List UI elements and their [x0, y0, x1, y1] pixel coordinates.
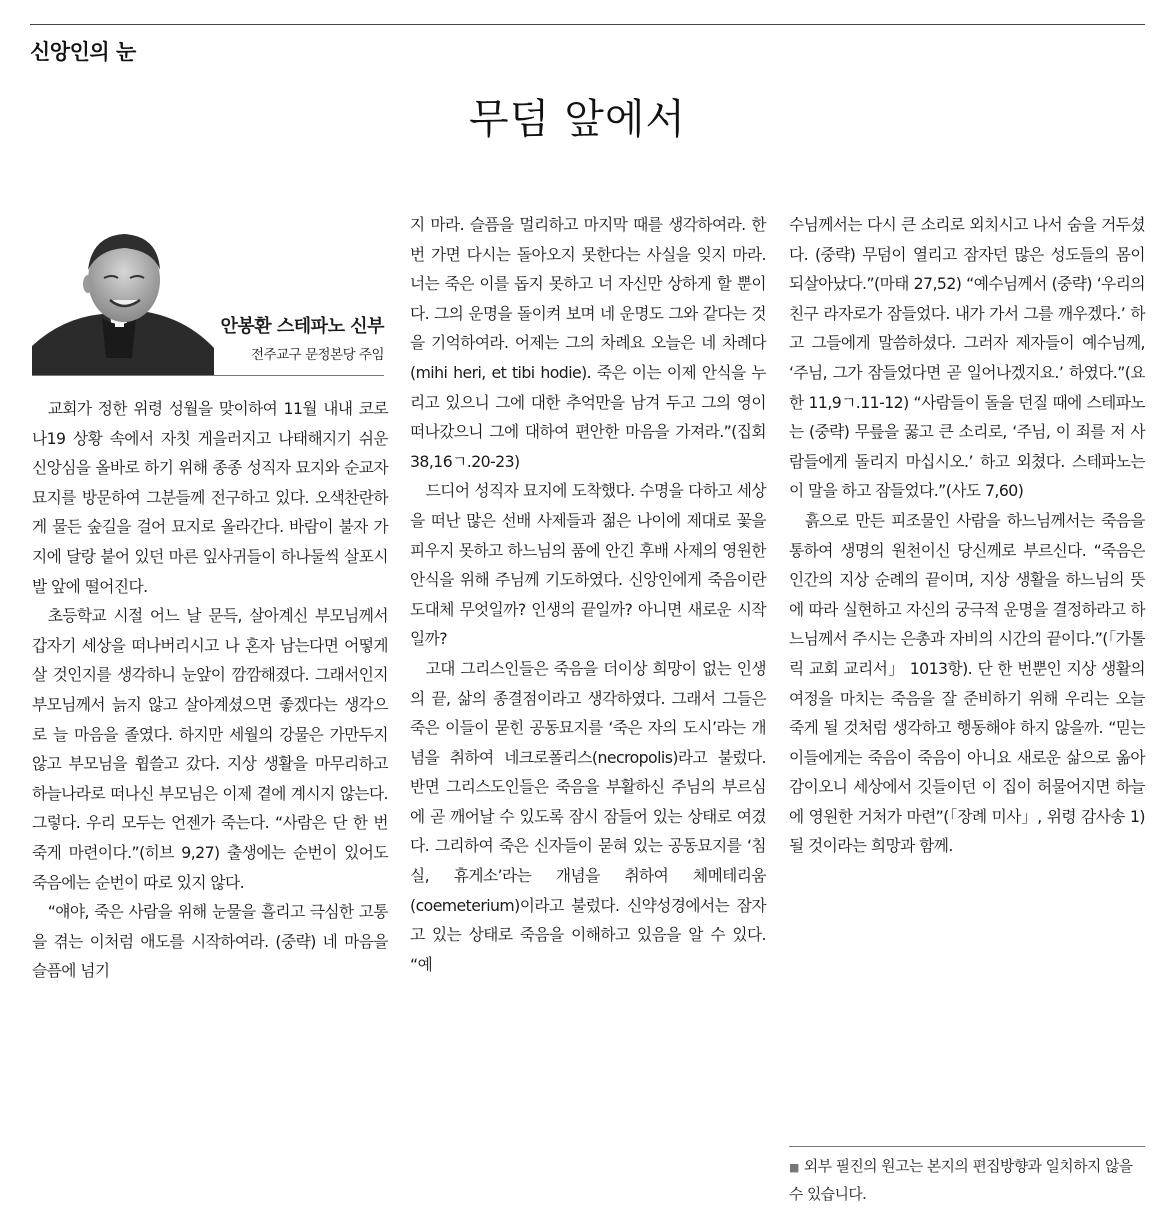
- paragraph: 지 마라. 슬픔을 멀리하고 마지막 때를 생각하여라. 한 번 가면 다시는 돌아오지 못한다는 사실을 잊지 마라. 너는 죽은 이를 돕지 못하고 너 자신만 상하게 할 뿐이다. 그의 운명을 돌이켜 보며 네 운명도 그와 같다는 것을 기억하여라. 어제는 그의 차례요 오늘은 네 차례다(mihi heri, et tibi hodie). 죽은 이는 이제 안식을 누리고 있으니 그에 대한 추억만을 남겨 두고 그의 영이 떠나갔으니 그에 대하여 편안한 마음을 가져라.”(집회 38,16ㄱ.20-23): [410, 215, 766, 471]
- article-column-2: [410, 210, 766, 979]
- author-name: 안봉환 스테파노 신부: [220, 316, 384, 337]
- top-rule: [30, 24, 1145, 25]
- author-title: 전주교구 문정본당 주임: [251, 347, 384, 363]
- paragraph: 초등학교 시절 어느 날 문득, 살아계신 부모님께서 갑자기 세상을 떠나버리시고 나 혼자 남는다면 어떻게 살 것인지를 생각하니 눈앞이 깜깜해졌다. 그래서인지 부모님께서 늙지 않고 살아계셨으면 좋겠다는 생각으로 늘 마음을 졸였다. 하지만 세월의 강물은 가만두지 않고 부모님을 휩쓸고 갔다. 지상 생활을 마무리하고 하늘나라로 떠나신 부모님은 이제 곁에 계시지 않는다. 그렇다. 우리 모두는 언젠가 죽는다. “사람은 단 한 번 죽게 마련이다.”(히브 9,27) 출생에는 순번이 있어도 죽음에는 순번이 따로 있지 않다.: [32, 606, 388, 892]
- paragraph: 흙으로 만든 피조물인 사람을 하느님께서는 죽음을 통하여 생명의 원천이신 당신께로 부르신다. “죽음은 인간의 지상 순례의 끝이며, 지상 생활을 하느님의 뜻에 따라 실현하고 자신의 궁극적 운명을 결정하라고 하느님께서 주시는 은총과 자비의 시간의 끝이다.”(「가톨릭 교회 교리서」 1013항). 단 한 번뿐인 지상 생활의 여정을 마치는 죽음을 잘 준비하기 위해 우리는 오늘 죽게 될 것처럼 생각하고 행동해야 하지 않을까. “믿는 이들에게는 죽음이 죽음이 아니요 새로운 삶으로 옮아감이오니 세상에서 깃들이던 이 집이 허물어지면 하늘에 영원한 거처가 마련”(「장례 미사」, 위령 감사송 1)될 것이라는 희망과 함께.: [789, 510, 1145, 856]
- paragraph: 수님께서는 다시 큰 소리로 외치시고 나서 숨을 거두셨다. (중략) 무덤이 열리고 잠자던 많은 성도들의 몸이 되살아났다.”(마태 27,52) “예수님께서 (중략) ‘우리의 친구 라자로가 잠들었다. 내가 가서 그를 깨우겠다.’ 하고 그들에게 말씀하셨다. 그러자 제자들이 예수님께, ‘주님, 그가 잠들었다면 곧 일어나겠지요.’ 하였다.”(요한 11,9ㄱ.11-12) “사람들이 돌을 던질 때에 스테파노는 (중략) 무릎을 꿇고 큰 소리로, ‘주님, 이 죄를 저 사람들에게 돌리지 마십시오.’ 하고 외쳤다. 스테파노는 이 말을 하고 잠들었다.”(사도 7,60): [789, 215, 1145, 501]
- headline: 무덤 앞에서: [468, 95, 687, 143]
- footnote-text: 외부 필진의 원고는 본지의 편집방향과 일치하지 않을 수 있습니다.: [789, 1158, 1133, 1203]
- paragraph: “얘야, 죽은 사람을 위해 눈물을 흘리고 극심한 고통을 겪는 이처럼 애도를 시작하여라. (중략) 네 마음을 슬픔에 넘기: [32, 902, 388, 981]
- paragraph: 교회가 정한 위령 성월을 맞이하여 11월 내내 코로나19 상황 속에서 자칫 게을러지고 나태해지기 쉬운 신앙심을 올바로 하기 위해 종종 성직자 묘지와 순교자 묘지를 방문하여 그분들께 전구하고 있다. 오색찬란하게 물든 숲길을 걸어 묘지로 올라간다. 바람이 불자 가지에 달랑 붙어 있던 마른 잎사귀들이 하나둘씩 살포시 발 앞에 떨어진다.: [32, 399, 388, 596]
- paragraph: 드디어 성직자 묘지에 도착했다. 수명을 다하고 세상을 떠난 많은 선배 사제들과 젊은 나이에 제대로 꽃을 피우지 못하고 하느님의 품에 안긴 후배 사제의 영원한 안식을 위해 주님께 기도하였다. 신앙인에게 죽음이란 도대체 무엇일까? 인생의 끝일까? 아니면 새로운 시작일까?: [410, 481, 766, 649]
- author-photo: [32, 218, 214, 375]
- paragraph: 고대 그리스인들은 죽음을 더이상 희망이 없는 인생의 끝, 삶의 종결점이라고 생각하였다. 그래서 그들은 죽은 이들이 묻힌 공동묘지를 ‘죽은 자의 도시’라는 개념을 취하여 네크로폴리스(necropolis)라고 불렀다. 반면 그리스도인들은 죽음을 부활하신 주님의 부르심에 곧 깨어날 수 있도록 잠시 잠들어 있는 상태로 여겼다. 그리하여 죽은 신자들이 묻혀 있는 공동묘지를 ‘침실, 휴게소’라는 개념을 취하여 체메테리움(coemeterium)이라고 불렀다. 신약성경에서는 잠자고 있는 상태로 죽음을 이해하고 있음을 알 수 있다. “예: [410, 658, 766, 974]
- author-box: [32, 212, 384, 376]
- editorial-footnote: [789, 1146, 1145, 1208]
- article-column-3: [789, 210, 1145, 861]
- square-bullet-icon: ■: [789, 1161, 799, 1174]
- article-column-1: [32, 394, 388, 986]
- section-label: 신앙인의 눈: [30, 40, 136, 64]
